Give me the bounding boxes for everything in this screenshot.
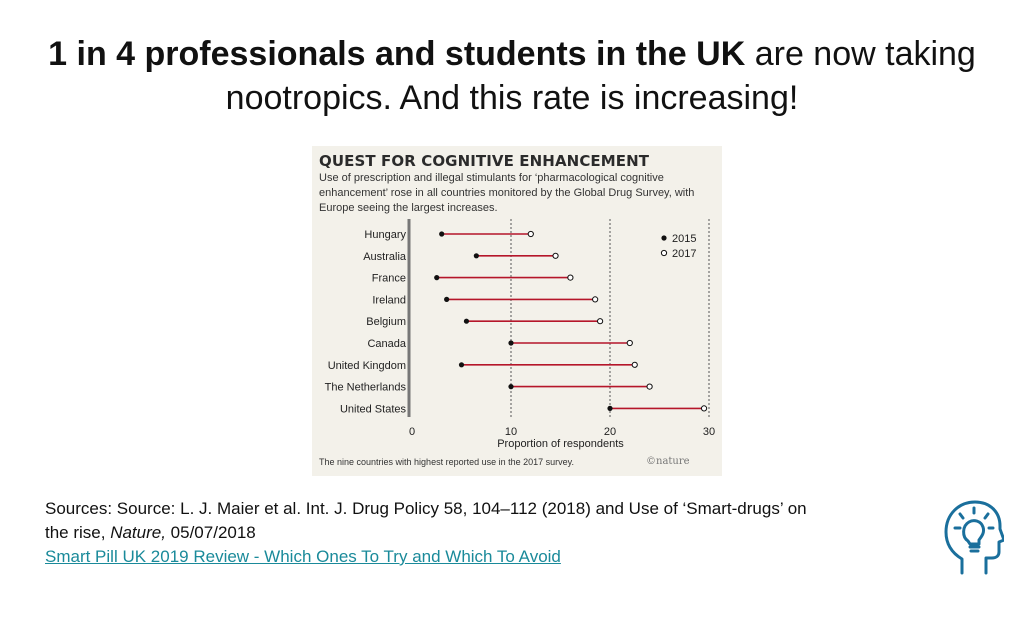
point-2017 bbox=[701, 406, 706, 411]
chart-subtitle: Use of prescription and illegal stimulants for ‘pharmacological cognitive enhancement’ rose in all countries monitored by the Global Drug Survey, with Europe seeing the largest increases. bbox=[319, 172, 695, 214]
point-2015 bbox=[439, 231, 444, 236]
point-2015 bbox=[444, 297, 449, 302]
legend-label-2017: 2017 bbox=[672, 248, 697, 260]
point-2017 bbox=[632, 362, 637, 367]
point-2017 bbox=[593, 297, 598, 302]
category-label: United States bbox=[339, 403, 406, 416]
point-2015 bbox=[508, 340, 513, 345]
review-link[interactable]: Smart Pill UK 2019 Review - Which Ones To Try and Which To Avoid bbox=[45, 547, 561, 566]
category-label: The Netherlands bbox=[324, 381, 406, 394]
legend-label-2015: 2015 bbox=[672, 233, 697, 245]
headline bbox=[40, 32, 984, 120]
category-label: Canada bbox=[367, 338, 406, 350]
category-label: France bbox=[371, 272, 406, 285]
head-lightbulb-icon bbox=[942, 499, 1004, 575]
sources-date: 05/07/2018 bbox=[165, 523, 256, 542]
point-2015 bbox=[459, 362, 464, 367]
legend-marker-2017 bbox=[661, 250, 666, 255]
x-axis-label: Proportion of respondents bbox=[497, 438, 624, 450]
dumbbell-chart bbox=[312, 146, 722, 456]
sources-journal: Nature, bbox=[110, 523, 166, 542]
chart-figure bbox=[312, 146, 722, 476]
chart-credit: ©nature bbox=[646, 456, 690, 467]
chart-title: QUEST FOR COGNITIVE ENHANCEMENT bbox=[319, 152, 650, 170]
sources-prefix: Sources: Source: L. J. Maier et al. Int. J. Drug Policy 58, 104–112 (2018) and Use of ‘Smart-drugs’ on the rise, bbox=[45, 499, 807, 542]
category-label: Australia bbox=[363, 250, 406, 263]
point-2015 bbox=[464, 319, 469, 324]
chart-footnote: The nine countries with highest reported use in the 2017 survey. bbox=[319, 457, 574, 467]
category-label: United Kingdom bbox=[327, 359, 406, 372]
point-2017 bbox=[627, 340, 632, 345]
point-2017 bbox=[568, 275, 573, 280]
category-label: Belgium bbox=[366, 316, 406, 329]
point-2015 bbox=[607, 406, 612, 411]
headline-rest: are now taking nootropics. And this rate is increasing! bbox=[225, 35, 976, 117]
point-2017 bbox=[598, 319, 603, 324]
category-label: Ireland bbox=[372, 294, 406, 307]
point-2015 bbox=[434, 275, 439, 280]
point-2015 bbox=[474, 253, 479, 258]
x-tick-label: 10 bbox=[504, 426, 518, 438]
point-2017 bbox=[553, 253, 558, 258]
headline-bold: 1 in 4 professionals and students in the UK bbox=[48, 35, 746, 73]
sources-text bbox=[45, 497, 825, 569]
x-tick-label: 30 bbox=[702, 426, 716, 438]
category-label: Hungary bbox=[364, 229, 406, 241]
point-2017 bbox=[528, 231, 533, 236]
point-2017 bbox=[647, 384, 652, 389]
point-2015 bbox=[508, 384, 513, 389]
legend-marker-2015 bbox=[661, 235, 666, 240]
x-tick-label: 20 bbox=[603, 426, 617, 438]
x-tick-label: 0 bbox=[408, 426, 416, 438]
